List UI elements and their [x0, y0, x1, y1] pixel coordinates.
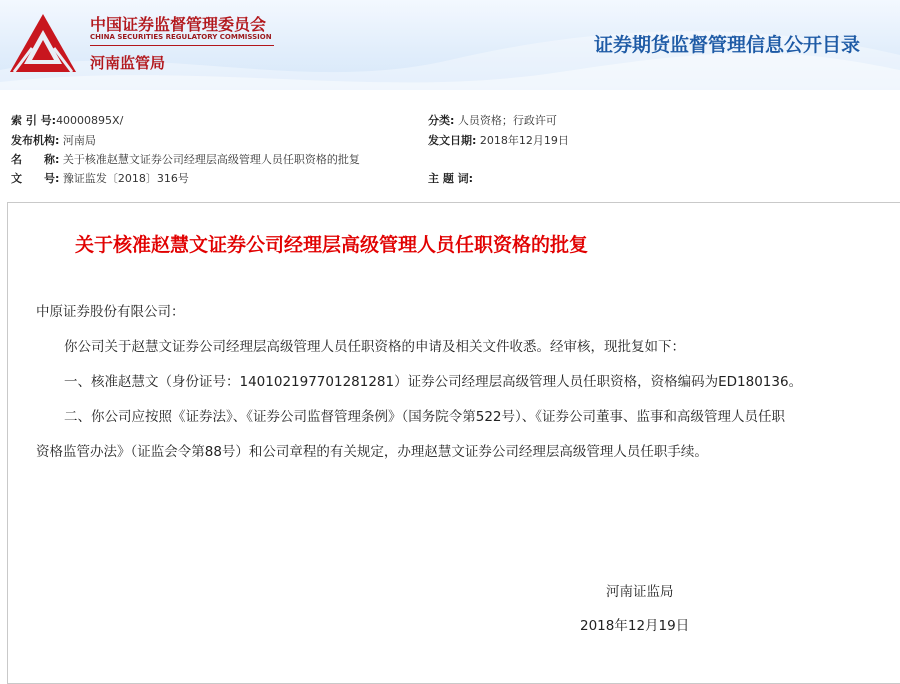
document-paragraph-item-2-cont: 资格监管办法》（证监会令第88号）和公司章程的有关规定，办理赵慧文证券公司经理层高级管理人员任职手续。 — [36, 444, 708, 460]
document-meta — [0, 90, 900, 202]
site-header — [0, 0, 900, 90]
org-name-cn: 中国证券监督管理委员会 — [90, 15, 267, 34]
meta-subject — [428, 170, 473, 186]
meta-index-no — [11, 112, 123, 128]
meta-publisher — [11, 132, 96, 148]
meta-category-value: 人员资格；行政许可 — [457, 114, 557, 127]
meta-index-no-value: 40000895X/ — [56, 114, 124, 127]
meta-name — [11, 151, 360, 167]
document-paragraph-intro: 你公司关于赵慧文证券公司经理层高级管理人员任职资格的申请及相关文件收悉。经审核，现批复如下： — [64, 339, 685, 355]
meta-subject-label: 主 题 词: — [428, 172, 474, 185]
document-title: 关于核准赵慧文证券公司经理层高级管理人员任职资格的批复 — [75, 234, 589, 256]
meta-category-label: 分类: — [428, 114, 455, 127]
site-title: 证券期货监督管理信息公开目录 — [593, 34, 860, 56]
meta-name-value: 关于核准赵慧文证券公司经理层高级管理人员任职资格的批复 — [62, 153, 360, 166]
org-divider — [90, 45, 274, 46]
org-name-en: CHINA SECURITIES REGULATORY COMMISSION — [90, 33, 272, 41]
meta-name-label: 名 称: — [11, 153, 60, 166]
meta-pub-date — [428, 132, 569, 148]
bureau-name: 河南监管局 — [90, 54, 166, 72]
meta-index-no-label: 索 引 号: — [11, 114, 57, 127]
meta-pub-date-label: 发文日期: — [428, 134, 477, 147]
meta-publisher-label: 发布机构: — [11, 134, 60, 147]
document-sign-date: 2018年12月19日 — [580, 618, 690, 634]
meta-category — [428, 112, 557, 128]
document-addressee: 中原证券股份有限公司： — [36, 304, 185, 320]
meta-doc-no-value: 豫证监发〔2018〕316号 — [62, 172, 189, 185]
document-signer: 河南证监局 — [606, 584, 674, 600]
csrc-logo-icon — [6, 10, 80, 78]
meta-doc-no-label: 文 号: — [11, 172, 60, 185]
document-paragraph-item-2: 二、你公司应按照《证券法》、《证券公司监督管理条例》（国务院令第522号）、《证券公司董事、监事和高级管理人员任职 — [64, 409, 786, 425]
document-paragraph-item-1: 一、核准赵慧文（身份证号：140102197701281281）证券公司经理层高级管理人员任职资格，资格编码为ED180136。 — [64, 374, 803, 390]
meta-publisher-value: 河南局 — [62, 134, 96, 147]
meta-pub-date-value: 2018年12月19日 — [479, 134, 569, 147]
meta-doc-no — [11, 170, 189, 186]
